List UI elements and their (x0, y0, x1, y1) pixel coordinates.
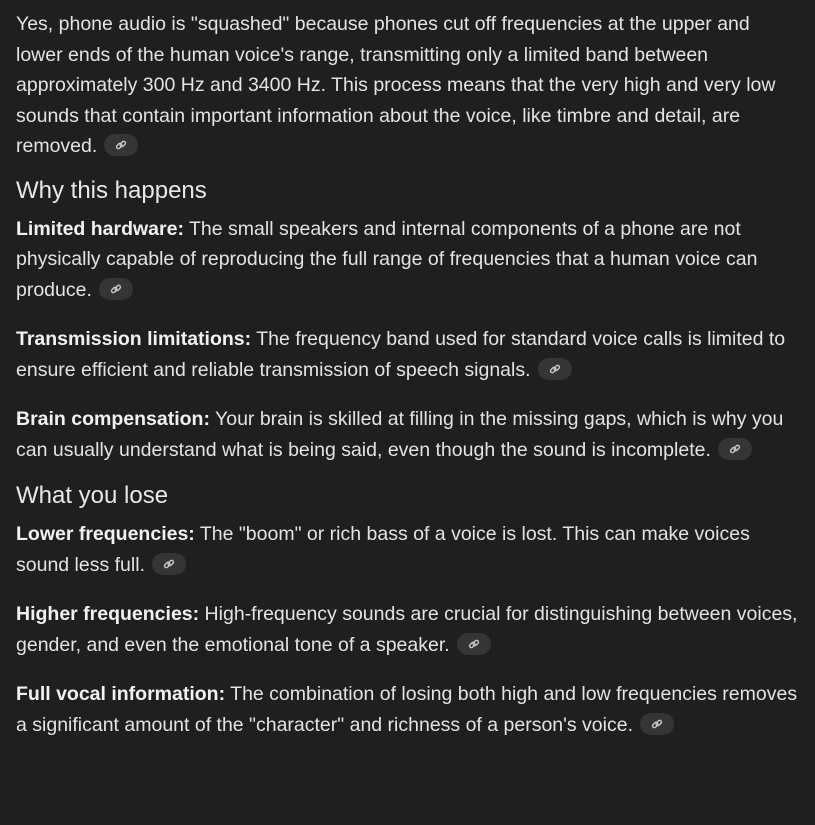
item-text: High-frequency sounds are crucial for distinguishing between voices, gender, and even the emotional tone of a speaker. (16, 603, 798, 656)
link-icon (115, 139, 127, 151)
source-link-button[interactable] (538, 358, 572, 380)
source-link-button[interactable] (104, 134, 138, 156)
item-term: Lower frequencies: (16, 523, 195, 545)
item-term: Limited hardware: (16, 217, 184, 240)
link-icon (651, 718, 663, 730)
list-item (16, 324, 801, 385)
link-icon (549, 363, 561, 375)
list-item (16, 404, 801, 465)
source-link-button[interactable] (718, 438, 752, 460)
source-link-button[interactable] (457, 633, 491, 655)
section-heading-lose: What you lose (16, 482, 169, 509)
item-term: Brain compensation: (16, 408, 210, 430)
item-term: Higher frequencies: (16, 603, 200, 625)
item-text: Your brain is skilled at filling in the missing gaps, which is why you can usually understand what is being said, even though the sound is incomplete. (16, 408, 784, 461)
item-text: The "boom" or rich bass of a voice is lost. This can make voices sound less full. (16, 523, 750, 576)
source-link-button[interactable] (152, 553, 186, 575)
intro-paragraph (16, 9, 801, 162)
list-item (16, 519, 801, 580)
source-link-button[interactable] (640, 713, 674, 735)
item-term: Full vocal information: (16, 683, 226, 705)
list-item (16, 214, 801, 306)
source-link-button[interactable] (99, 278, 133, 300)
link-icon (163, 558, 175, 570)
link-icon (468, 638, 480, 650)
intro-text: Yes, phone audio is "squashed" because phones cut off frequencies at the upper and lower ends of the human voice's range, transmitting only a limited band between approximately 300 Hz and 3400 Hz. This process means that the very high and very low sounds that contain important information about the voice, like timbre and detail, are removed. (16, 13, 776, 157)
link-icon (729, 443, 741, 455)
list-item (16, 599, 801, 660)
item-text: The small speakers and internal components of a phone are not physically capable of reproducing the full range of frequencies that a human voice can produce. (16, 217, 758, 301)
item-term: Transmission limitations: (16, 328, 252, 350)
item-text: The combination of losing both high and low frequencies removes a significant amount of the "character" and richness of a person's voice. (16, 683, 798, 736)
item-text: The frequency band used for standard voice calls is limited to ensure efficient and reliable transmission of speech signals. (16, 328, 786, 381)
list-item (16, 679, 801, 740)
section-heading-why: Why this happens (16, 176, 207, 204)
link-icon (110, 283, 122, 295)
